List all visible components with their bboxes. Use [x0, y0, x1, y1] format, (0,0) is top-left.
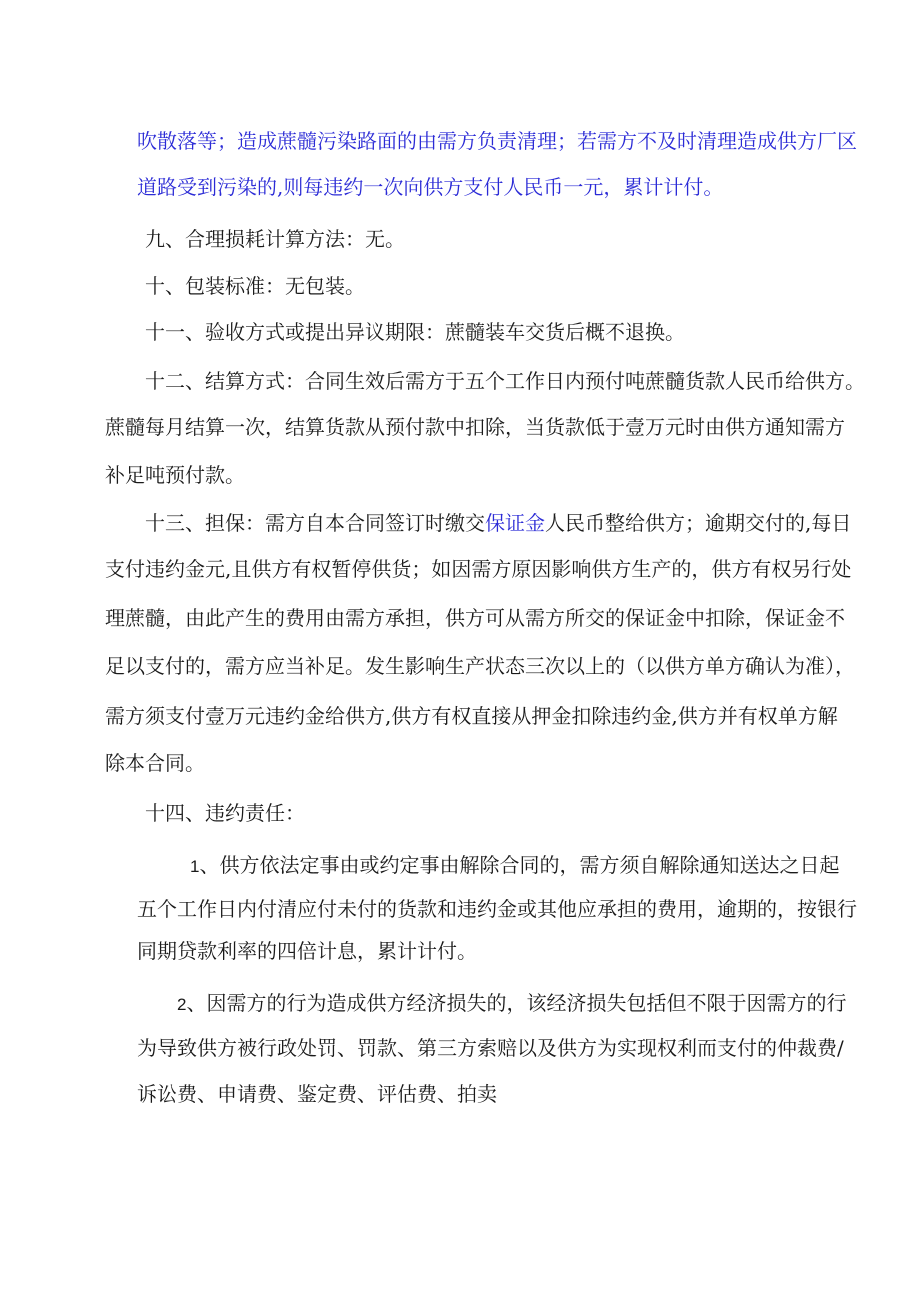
paragraph-8-line-2: 道路受到污染的,则每违约一次向供方支付人民币一元，累计计付。: [137, 175, 724, 199]
clause-14-item-1-line-2: 五个工作日内付清应付未付的货款和违约金或其他应承担的费用，逾期的，按银行: [137, 897, 857, 921]
item-2-number: 2: [177, 995, 187, 1014]
item-2-text: 、因需方的行为造成供方经济损失的，该经济损失包括但不限于因需方的行: [186, 991, 847, 1015]
deposit-link[interactable]: 保证金: [485, 511, 545, 535]
item-1-text: 、供方依法定事由或约定事由解除合同的，需方须自解除通知送达之日起: [199, 853, 840, 877]
clause-12-line-3: 补足吨预付款。: [105, 463, 245, 487]
paragraph-8-line-1: 吹散落等；造成蔗髓污染路面的由需方负责清理；若需方不及时清理造成供方厂区: [137, 129, 857, 153]
clause-10: 十、包装标准：无包装。: [145, 274, 365, 298]
clause-13-line-3: 理蔗髓，由此产生的费用由需方承担，供方可从需方所交的保证金中扣除，保证金不: [105, 606, 845, 630]
clause-13-line-1: [145, 510, 851, 536]
clause-14-item-2-line-2: 为导致供方被行政处罚、罚款、第三方索赔以及供方为实现权利而支付的仲裁费/: [137, 1036, 844, 1060]
clause-13-suffix: 人民币整给供方；逾期交付的,每日: [545, 511, 852, 535]
clause-12-line-1: 十二、结算方式：合同生效后需方于五个工作日内预付吨蔗髓货款人民币给供方。: [145, 369, 865, 393]
clause-14-heading: 十四、违约责任：: [145, 801, 305, 825]
clause-11: 十一、验收方式或提出异议期限：蔗髓装车交货后概不退换。: [145, 320, 685, 344]
clause-14-item-2-line-3: 诉讼费、申请费、鉴定费、评估费、拍卖: [137, 1082, 497, 1106]
clause-12-line-2: 蔗髓每月结算一次，结算货款从预付款中扣除，当货款低于壹万元时由供方通知需方: [105, 415, 845, 439]
clause-14-item-1-line-3: 同期贷款利率的四倍计息，累计计付。: [137, 939, 477, 963]
item-1-number: 1: [190, 857, 200, 876]
clause-13-line-5: 需方须支付壹万元违约金给供方,供方有权直接从押金扣除违约金,供方并有权单方解: [105, 704, 838, 728]
clause-13-prefix: 十三、担保：需方自本合同签订时缴交: [145, 511, 485, 535]
clause-13-line-4: 足以支付的，需方应当补足。发生影响生产状态三次以上的（以供方单方确认为准），: [105, 654, 855, 678]
clause-14-item-2-line-1: [177, 990, 846, 1018]
clause-9: 九、合理损耗计算方法：无。: [145, 227, 405, 251]
clause-14-item-1-line-1: [190, 852, 839, 880]
clause-13-line-6: 除本合同。: [105, 751, 205, 775]
clause-13-line-2: 支付违约金元,且供方有权暂停供货；如因需方原因影响供方生产的，供方有权另行处: [105, 557, 852, 581]
